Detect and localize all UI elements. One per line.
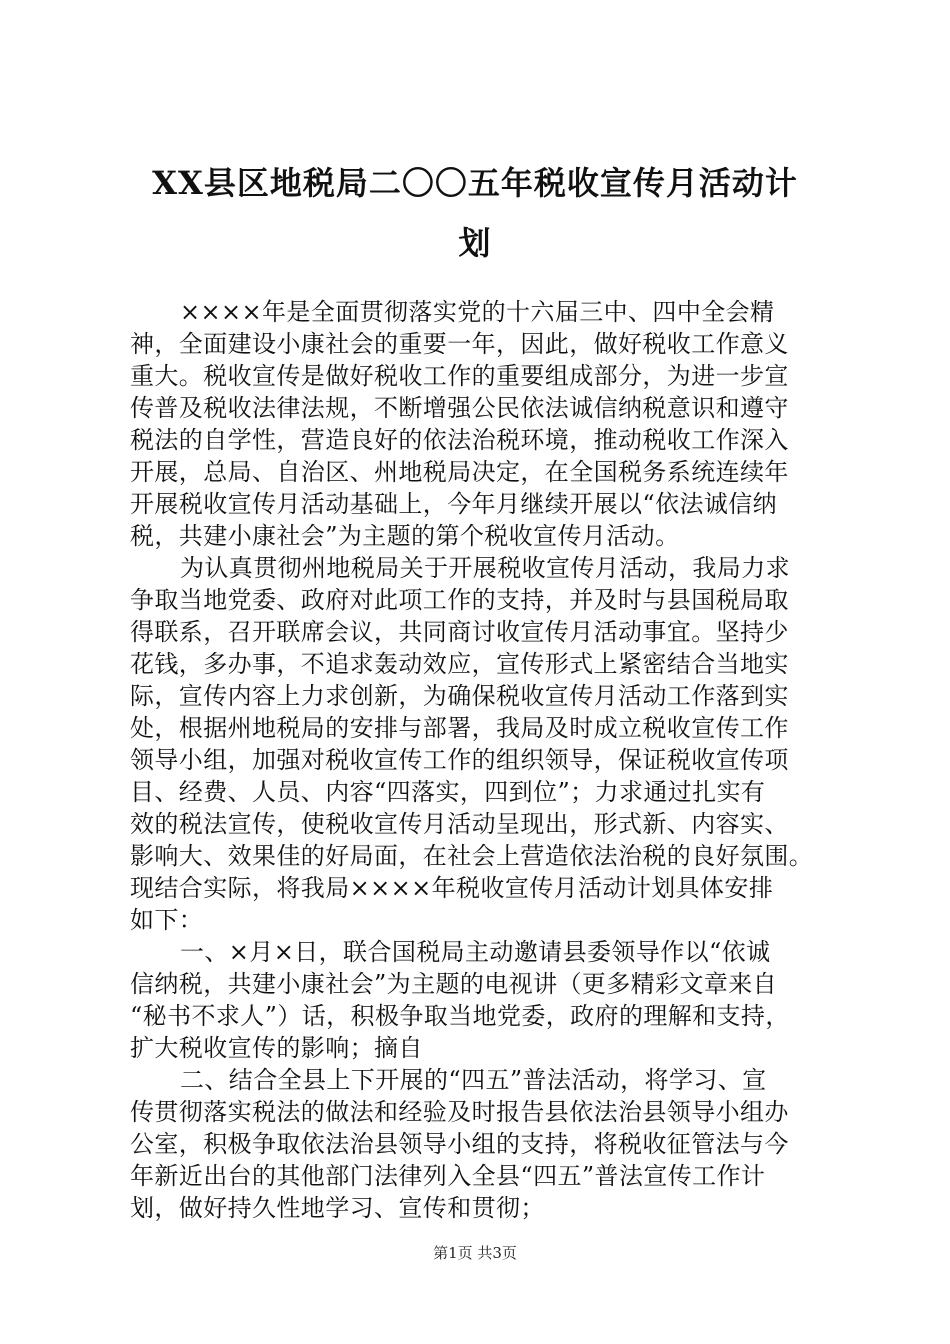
body-text-line: 传贯彻落实税法的做法和经验及时报告县依法治县领导小组办 bbox=[130, 1098, 789, 1126]
body-text-line: “秘书不求人”）话，积极争取当地党委，政府的理解和支持， bbox=[130, 1002, 790, 1030]
body-text-line: 效的税法宣传，使税收宣传月活动呈现出，形式新、内容实、 bbox=[130, 810, 789, 838]
body-text-line: ××××年是全面贯彻落实党的十六届三中、四中全会精 bbox=[180, 298, 775, 326]
body-text-line: 公室，积极争取依法治县领导小组的支持，将税收征管法与今 bbox=[130, 1130, 789, 1158]
body-text-line: 税法的自学性，营造良好的依法治税环境，推动税收工作深入 bbox=[130, 426, 789, 454]
body-text-line: 际，宣传内容上力求创新，为确保税收宣传月活动工作落到实 bbox=[130, 682, 789, 710]
body-text-line: 领导小组，加强对税收宣传工作的组织领导，保证税收宣传项 bbox=[130, 746, 789, 774]
body-text-line: 一、×月×日，联合国税局主动邀请县委领导作以“依诚 bbox=[180, 938, 771, 966]
body-text-line: 信纳税，共建小康社会”为主题的电视讲（更多精彩文章来自 bbox=[130, 970, 778, 998]
document-title-line-2: 划 bbox=[458, 224, 492, 262]
body-text-line: 划，做好持久性地学习、宣传和贯彻； bbox=[130, 1194, 545, 1222]
body-text-line: 年新近出台的其他部门法律列入全县“四五”普法宣传工作计 bbox=[130, 1162, 766, 1190]
body-text-line: 重大。税收宣传是做好税收工作的重要组成部分，为进一步宣 bbox=[130, 362, 789, 390]
body-text-line: 传普及税收法律法规，不断增强公民依法诚信纳税意识和遵守 bbox=[130, 394, 789, 422]
page-footer: 第1页 共3页 bbox=[433, 1244, 517, 1262]
body-text-line: 处，根据州地税局的安排与部署，我局及时成立税收宣传工作 bbox=[130, 714, 789, 742]
body-text-line: 目、经费、人员、内容“四落实，四到位”；力求通过扎实有 bbox=[130, 778, 766, 806]
body-text-line: 现结合实际，将我局××××年税收宣传月活动计划具体安排 bbox=[130, 874, 774, 902]
body-text-line: 花钱，多办事，不追求轰动效应，宣传形式上紧密结合当地实 bbox=[130, 650, 789, 678]
document-body bbox=[130, 296, 830, 1224]
body-text-line: 为认真贯彻州地税局关于开展税收宣传月活动，我局力求 bbox=[180, 554, 790, 582]
body-text-line: 神，全面建设小康社会的重要一年，因此，做好税收工作意义 bbox=[130, 330, 789, 358]
body-text-line: 争取当地党委、政府对此项工作的支持，并及时与县国税局取 bbox=[130, 586, 789, 614]
body-text-line: 二、结合全县上下开展的“四五”普法活动，将学习、宣 bbox=[180, 1066, 767, 1094]
body-text-line: 影响大、效果佳的好局面，在社会上营造依法治税的良好氛围。 bbox=[130, 842, 814, 870]
body-text-line: 得联系，召开联席会议，共同商讨收宣传月活动事宜。坚持少 bbox=[130, 618, 789, 646]
body-text-line: 开展税收宣传月活动基础上，今年月继续开展以“依法诚信纳 bbox=[130, 490, 778, 518]
document-title-line-1: XX县区地税局二〇〇五年税收宣传月活动计 bbox=[152, 164, 798, 202]
body-text-line: 开展，总局、自治区、州地税局决定，在全国税务系统连续年 bbox=[130, 458, 789, 486]
body-text-line: 扩大税收宣传的影响；摘自 bbox=[130, 1034, 423, 1062]
body-text-line: 如下： bbox=[130, 906, 204, 934]
body-text-line: 税，共建小康社会”为主题的第个税收宣传月活动。 bbox=[130, 522, 680, 550]
